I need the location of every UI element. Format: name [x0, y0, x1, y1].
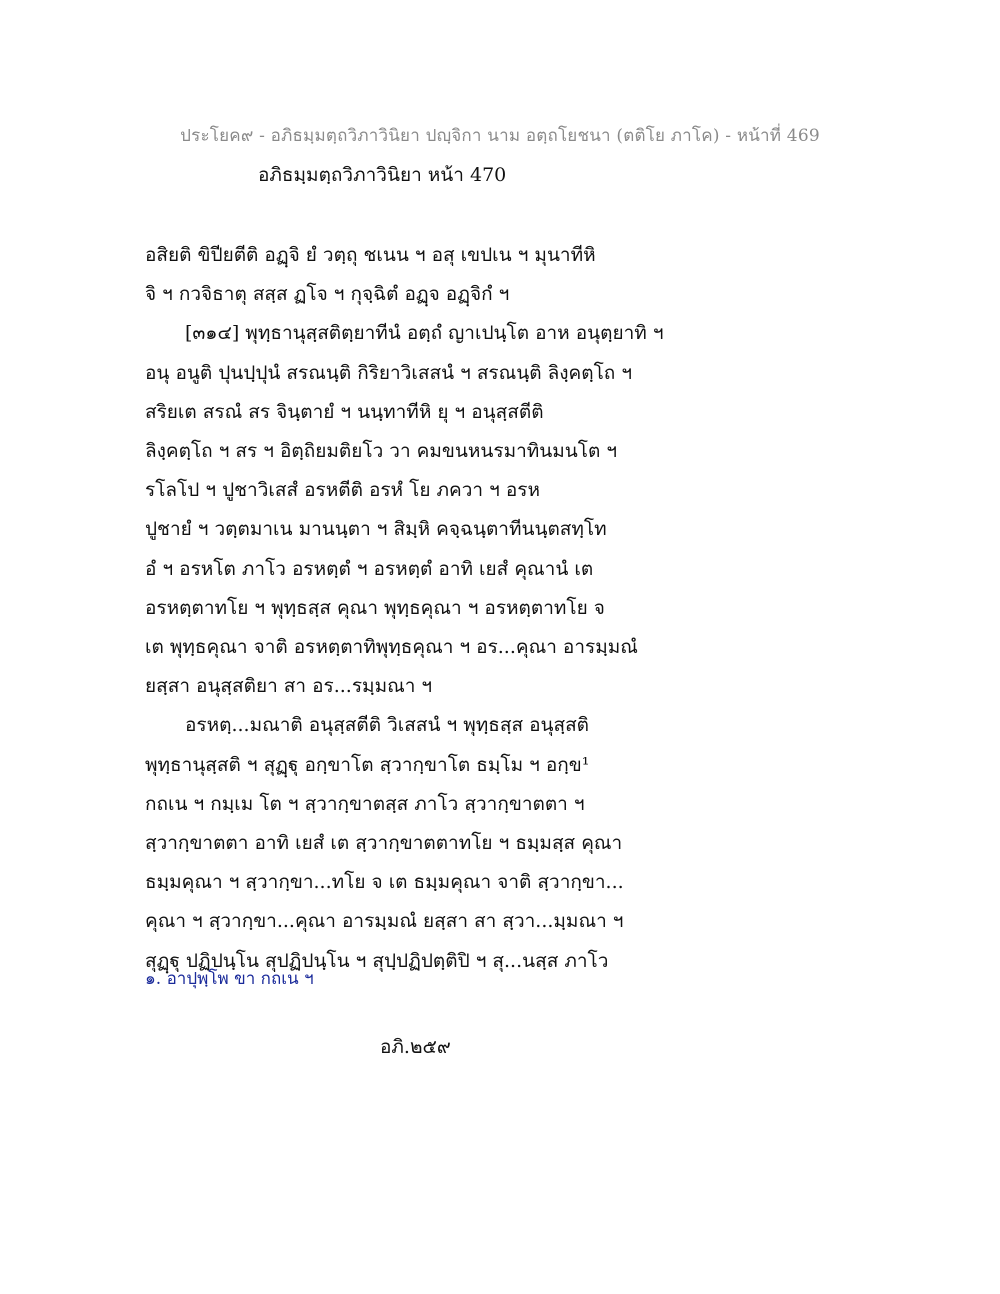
text-line: สฺวากฺขาตตา อาทิ เยสํ เต สฺวากฺขาตตาทโย ฯ ธมฺมสฺส คุณา	[145, 832, 623, 855]
text-line: [๓๑๔] พุทฺธานุสฺสติตฺยาทีนํ อตฺถํ ญาเปนฺโต อาห อนุตฺยาทิ ฯ	[185, 322, 664, 345]
text-line: อรหตฺตาทโย ฯ พุทฺธสฺส คุณา พุทฺธคุณา ฯ อรหตฺตาทโย จ	[145, 596, 605, 619]
text-line: อํ ฯ อรหโต ภาโว อรหตฺตํ ฯ อรหตฺตํ อาทิ เยสํ คุณานํ เต	[145, 557, 594, 580]
text-line: รโลโป ฯ ปูชาวิเสสํ อรหตีติ อรหํ โย ภควา ฯ อรห	[145, 479, 540, 502]
text-line: สริยเต สรณํ สร จินฺตายํ ฯ นนฺทาทีหิ ยุ ฯ อนุสฺสตีติ	[145, 400, 544, 423]
text-line: อนุ อนูติ ปุนปฺปุนํ สรณนฺติ กิริยาวิเสสนํ ฯ สรณนฺติ ลิงฺคตฺโถ ฯ	[145, 361, 632, 384]
text-line: เต พุทฺธคุณา จาติ อรหตฺตาทิพุทฺธคุณา ฯ อร...คุณา อารมฺมณํ	[145, 636, 638, 659]
text-line: ปูชายํ ฯ วตฺตมาเน มานนฺตา ฯ สิมฺหิ คจฺฉนฺตาทีนนฺตสทฺโท	[145, 518, 607, 541]
text-line: พุทฺธานุสฺสติ ฯ สุฏฺฐุ อกฺขาโต สฺวากฺขาโต ธมฺโม ฯ อกฺข¹	[145, 753, 590, 776]
text-line: อรหตฺ...มณาติ อนุสฺสตีติ วิเสสนํ ฯ พุทฺธสฺส อนุสฺสติ	[185, 714, 590, 737]
running-header: ประโยค๙ - อภิธมฺมตฺถวิภาวินิยา ปญฺจิกา นาม อตฺถโยชนา (ตติโย ภาโค) - หน้าที่ 469	[180, 126, 820, 146]
text-line: จิ ฯ กวจิธาตุ สสฺส ฏโจ ฯ กุจฺฉิตํ อฏฺจ อฏฺจิกํ ฯ	[145, 283, 510, 306]
text-line: คุณา ฯ สฺวากฺขา...คุณา อารมฺมณํ ยสฺสา สา สฺวา...มฺมณา ฯ	[145, 910, 624, 933]
text-line: กถเน ฯ กมฺเม โต ฯ สฺวากฺขาตสฺส ภาโว สฺวากฺขาตตา ฯ	[145, 792, 585, 815]
text-line: ยสฺสา อนุสฺสติยา สา อร...รมฺมณา ฯ	[145, 675, 433, 698]
text-line: สุฏฺฐุ ปฏิปนฺโน สุปฏิปนฺโน ฯ สุปฺปฏิปตฺติปิ ฯ สุ...นสฺส ภาโว	[145, 949, 609, 972]
body-text	[145, 236, 705, 981]
page-reference: อภิ.๒๕๙	[380, 1036, 451, 1058]
footnote: ๑. อาปุพฺโพ ขา กถเน ฯ	[145, 969, 314, 989]
text-line: ธมฺมคุณา ฯ สฺวากฺขา...ทโย จ เต ธมฺมคุณา จาติ สฺวากฺขา...	[145, 871, 624, 894]
text-line: อสิยติ ขิปียตีติ อฏฺจิ ยํ วตฺถุ ชเนน ฯ อสุ เขปเน ฯ มุนาทีหิ	[145, 244, 596, 266]
text-line: ลิงฺคตฺโถ ฯ สร ฯ อิตฺถิยมติยโว วา คมขนหนรมาทินมนโต ฯ	[145, 440, 618, 463]
page-subtitle: อภิธมฺมตฺถวิภาวินิยา หน้า 470	[258, 164, 507, 186]
